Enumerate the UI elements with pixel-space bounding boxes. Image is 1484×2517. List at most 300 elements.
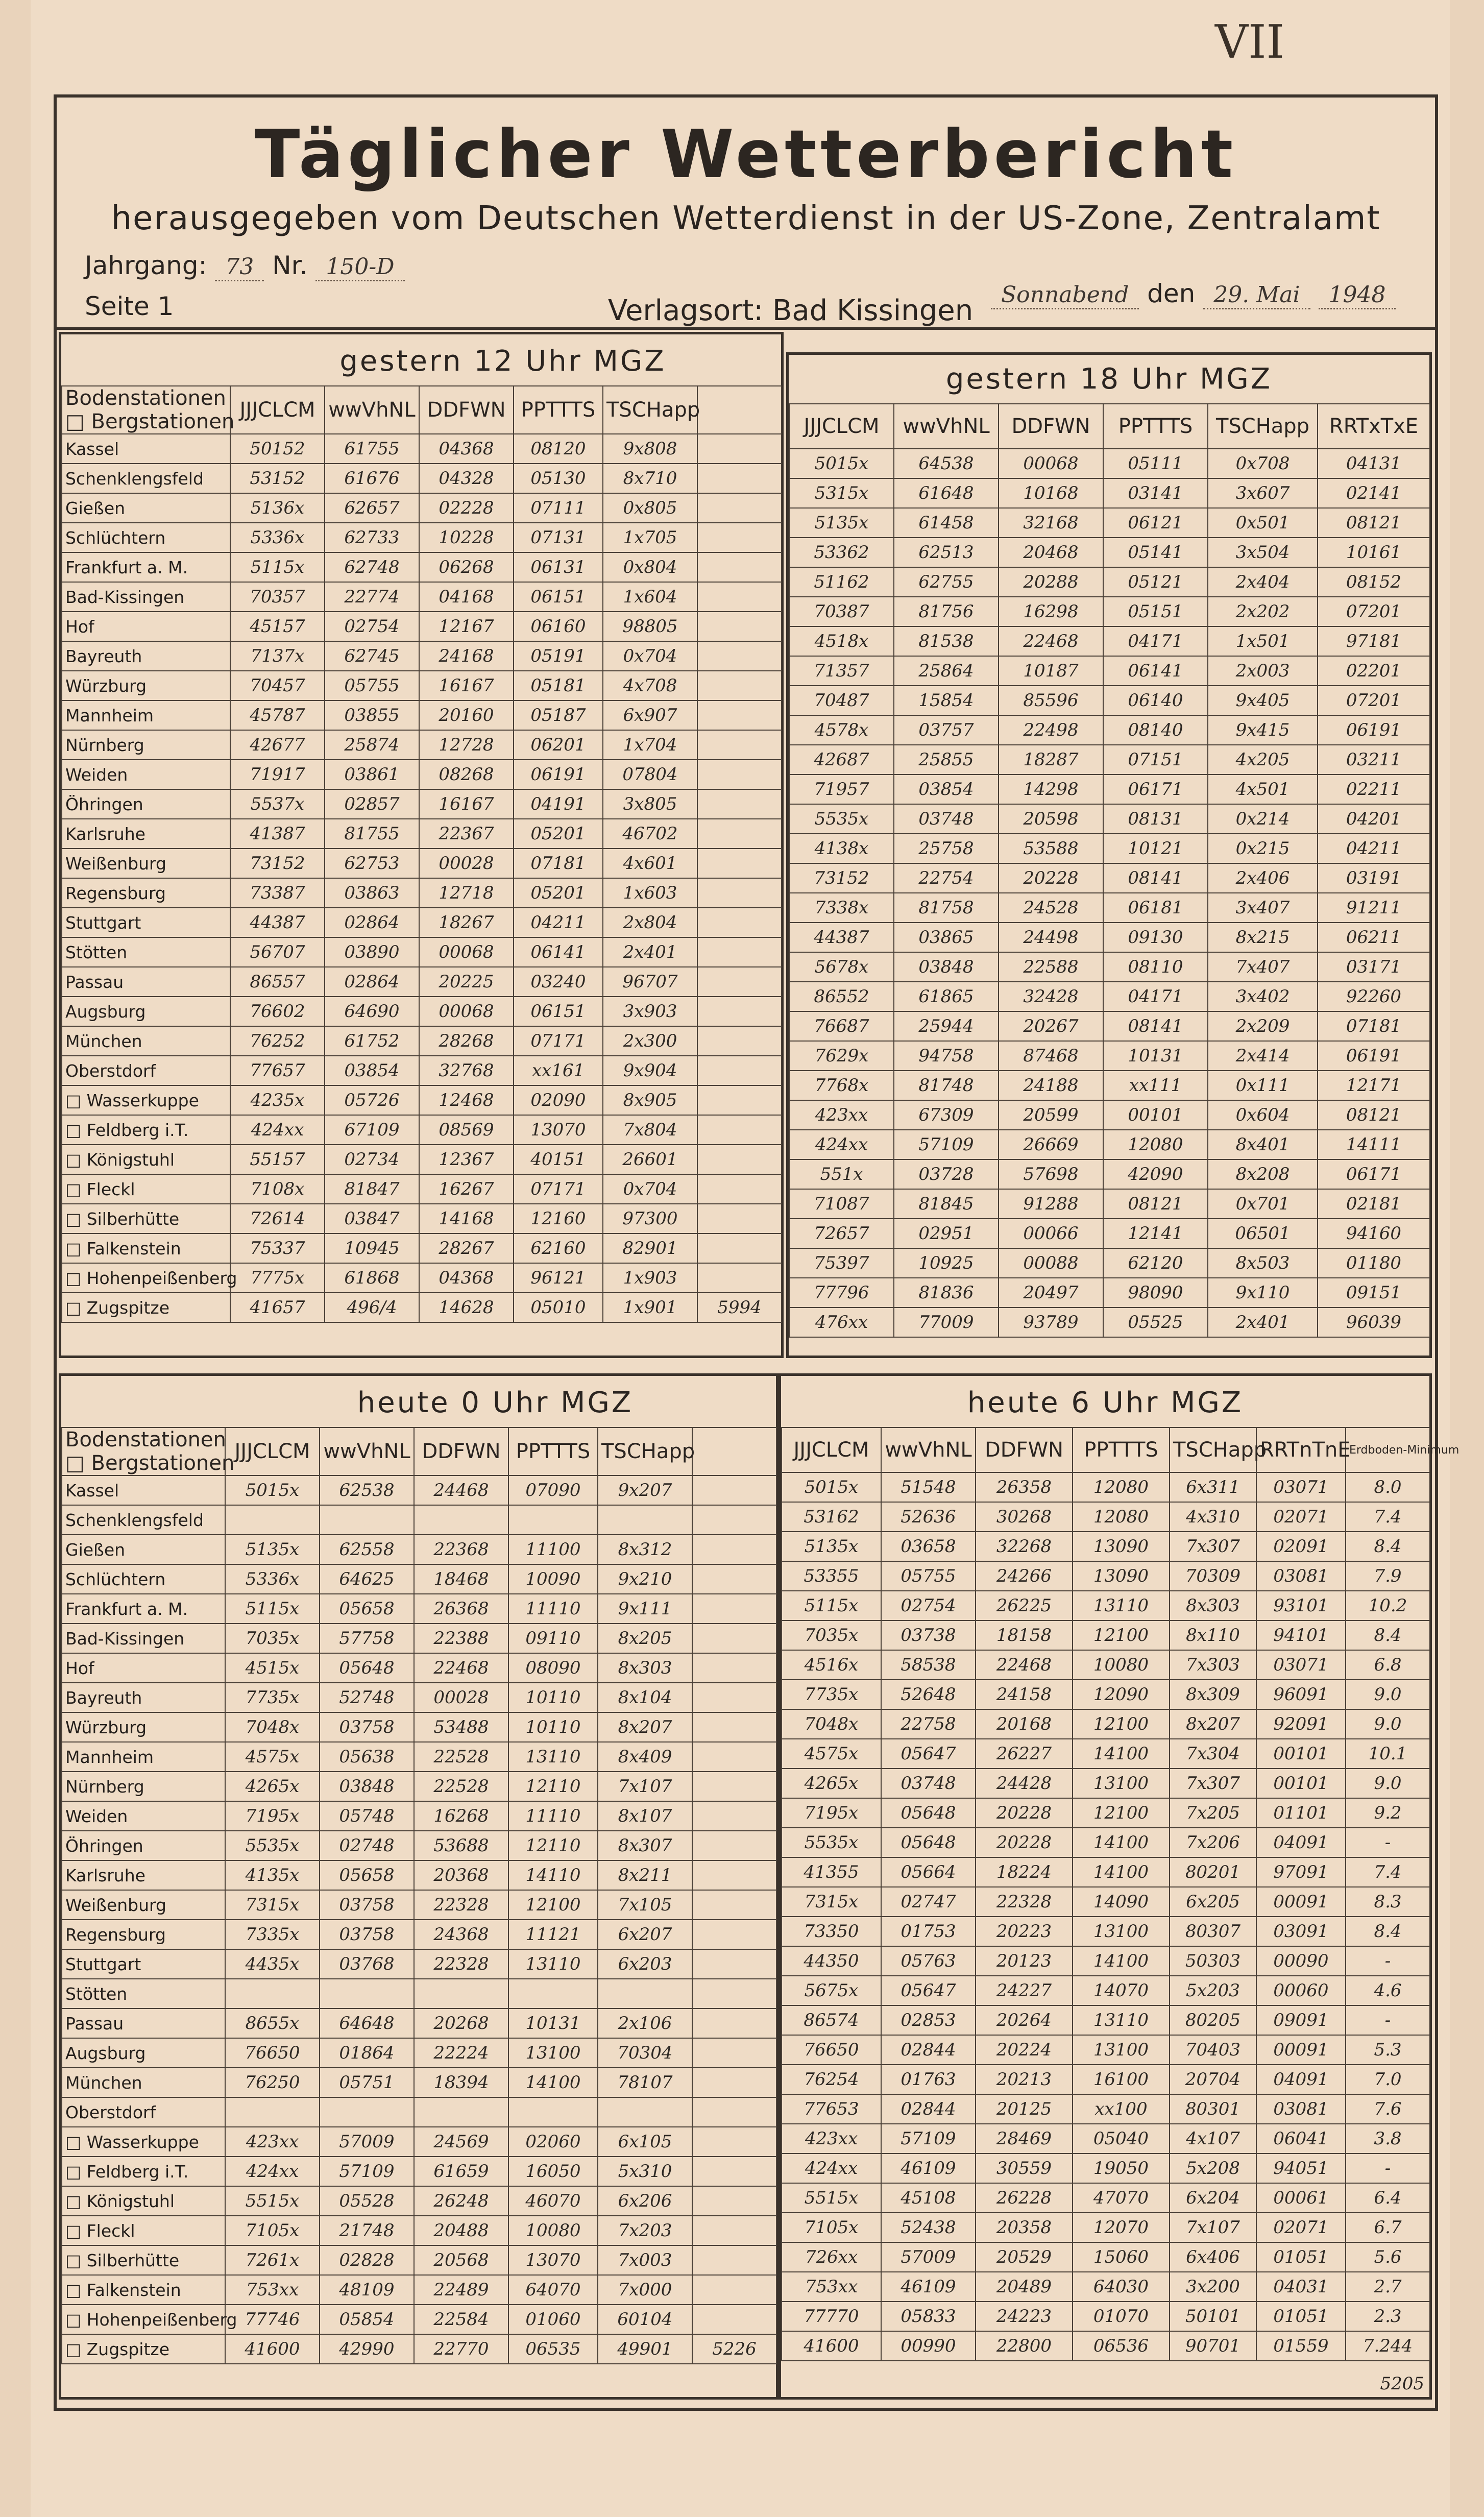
data-cell [697, 582, 782, 612]
data-cell: 00101 [1256, 1739, 1346, 1769]
data-cell: 13100 [1073, 1769, 1170, 1798]
table-row [62, 1979, 776, 2008]
data-cell: 81845 [894, 1189, 999, 1219]
table-row [789, 626, 1430, 656]
table-row [62, 789, 782, 819]
data-cell: 00088 [999, 1248, 1103, 1278]
data-cell: 42677 [230, 730, 325, 760]
data-cell: 22800 [976, 2331, 1073, 2361]
data-cell: 8x401 [1208, 1130, 1318, 1159]
data-cell: xx161 [514, 1056, 603, 1085]
data-cell: 02141 [1318, 478, 1430, 508]
station-name: Stötten [62, 1979, 225, 2008]
data-cell: 77770 [782, 2302, 881, 2331]
data-cell: 41355 [782, 1857, 881, 1887]
data-cell: 46109 [881, 2272, 976, 2302]
data-cell: 04091 [1256, 2065, 1346, 2094]
data-cell: 2x406 [1208, 863, 1318, 893]
data-cell: 423xx [225, 2127, 320, 2157]
column-header: TSCHapp [603, 386, 697, 434]
data-cell [692, 1890, 776, 1920]
data-cell: 8x207 [598, 1712, 692, 1742]
station-name: Mannheim [62, 700, 230, 730]
column-header: DDFWN [999, 404, 1103, 449]
station-name: Schenklengsfeld [62, 1505, 225, 1535]
table-row [62, 1293, 782, 1322]
data-cell: 47070 [1073, 2183, 1170, 2213]
data-cell: 71087 [789, 1189, 894, 1219]
data-cell: 9x808 [603, 434, 697, 464]
station-name: Stötten [62, 937, 230, 967]
data-cell: 13090 [1073, 1561, 1170, 1591]
data-cell: 8x104 [598, 1683, 692, 1712]
column-header: TSCHapp [598, 1427, 692, 1475]
data-cell: 12090 [1073, 1680, 1170, 1709]
data-cell: 05648 [881, 1828, 976, 1857]
header-row [782, 1427, 1430, 1472]
data-cell: 62538 [320, 1475, 414, 1505]
table-row [62, 2186, 776, 2216]
data-cell [697, 493, 782, 523]
data-cell: 10945 [325, 1233, 419, 1263]
table-row [782, 1976, 1430, 2005]
data-cell: 8.0 [1346, 1472, 1430, 1502]
data-cell: 57698 [999, 1159, 1103, 1189]
data-cell: 04091 [1256, 1828, 1346, 1857]
data-cell: 05130 [514, 464, 603, 493]
table-row [62, 908, 782, 937]
data-cell: 03758 [320, 1712, 414, 1742]
data-cell: 03854 [325, 1056, 419, 1085]
data-cell: 26358 [976, 1472, 1073, 1502]
data-cell: 56707 [230, 937, 325, 967]
data-cell: 2x209 [1208, 1011, 1318, 1041]
data-cell: 10090 [508, 1564, 598, 1594]
table-row [782, 2094, 1430, 2124]
data-cell: 24368 [414, 1920, 508, 1949]
data-cell: 12100 [1073, 1620, 1170, 1650]
data-cell: 10187 [999, 656, 1103, 686]
table-yesterday-12 [61, 385, 782, 1323]
data-cell: 7.4 [1346, 1857, 1430, 1887]
data-cell: 0x501 [1208, 508, 1318, 538]
data-cell: 76252 [230, 1026, 325, 1056]
data-cell: 06211 [1318, 923, 1430, 952]
data-cell [697, 997, 782, 1026]
table-row [789, 923, 1430, 952]
data-cell: 07201 [1318, 686, 1430, 715]
data-cell: 25864 [894, 656, 999, 686]
data-cell: 14100 [1073, 1857, 1170, 1887]
data-cell: 20598 [999, 804, 1103, 834]
data-cell: 02060 [508, 2127, 598, 2157]
data-cell: 0x804 [603, 552, 697, 582]
data-cell: 09151 [1318, 1278, 1430, 1308]
table-row [62, 2157, 776, 2186]
data-cell [692, 1535, 776, 1564]
data-cell: 8x307 [598, 1831, 692, 1860]
data-cell: 7.4 [1346, 1502, 1430, 1532]
data-cell: 20264 [976, 2005, 1073, 2035]
data-cell: 4575x [225, 1742, 320, 1772]
data-cell: 02844 [881, 2094, 976, 2124]
data-cell: 5515x [225, 2186, 320, 2216]
data-cell: 753xx [782, 2272, 881, 2302]
data-cell: 9x904 [603, 1056, 697, 1085]
data-cell: 7x303 [1170, 1650, 1256, 1680]
data-cell: 00990 [881, 2331, 976, 2361]
data-cell: 03728 [894, 1159, 999, 1189]
data-cell: 45108 [881, 2183, 976, 2213]
data-cell: 04171 [1103, 982, 1208, 1011]
data-cell: 22774 [325, 582, 419, 612]
data-cell: 7195x [782, 1798, 881, 1828]
data-cell: 4575x [782, 1739, 881, 1769]
data-cell: 10168 [999, 478, 1103, 508]
data-cell: 76650 [225, 2038, 320, 2068]
data-cell [692, 2068, 776, 2097]
jahrgang-label: Jahrgang: [85, 251, 207, 280]
data-cell: 22328 [976, 1887, 1073, 1917]
column-header: DDFWN [976, 1427, 1073, 1472]
data-cell [692, 1831, 776, 1860]
data-cell: 08569 [419, 1115, 514, 1145]
data-cell: 26225 [976, 1591, 1073, 1620]
data-cell: 03758 [320, 1920, 414, 1949]
data-cell: 7137x [230, 641, 325, 671]
data-cell: 75337 [230, 1233, 325, 1263]
data-cell [697, 937, 782, 967]
data-cell: 62733 [325, 523, 419, 552]
table-row [62, 1772, 776, 1801]
data-cell: 11100 [508, 1535, 598, 1564]
data-cell: 45787 [230, 700, 325, 730]
table-row [62, 1920, 776, 1949]
table-row [62, 1712, 776, 1742]
data-cell [508, 2097, 598, 2127]
data-cell: 5136x [230, 493, 325, 523]
data-cell [692, 2008, 776, 2038]
data-cell: 8.4 [1346, 1620, 1430, 1650]
data-cell: 82901 [603, 1233, 697, 1263]
data-cell: 52748 [320, 1683, 414, 1712]
date-line [991, 279, 1396, 308]
data-cell: 19050 [1073, 2153, 1170, 2183]
table-row [782, 1946, 1430, 1976]
data-cell: 2x804 [603, 908, 697, 937]
data-cell: 423xx [782, 2124, 881, 2153]
data-cell [508, 1505, 598, 1535]
data-cell: 00068 [419, 997, 514, 1026]
data-cell: 05854 [320, 2305, 414, 2334]
table-row [62, 2275, 776, 2305]
data-cell: 01051 [1256, 2242, 1346, 2272]
table-row [62, 849, 782, 878]
table-row [789, 745, 1430, 775]
data-cell: 4135x [225, 1860, 320, 1890]
data-cell: 3.8 [1346, 2124, 1430, 2153]
data-cell [692, 1860, 776, 1890]
data-cell: 07804 [603, 760, 697, 789]
data-cell: 20268 [414, 2008, 508, 2038]
table-row [62, 2097, 776, 2127]
data-cell [697, 1174, 782, 1204]
data-cell: 5515x [782, 2183, 881, 2213]
data-cell: 22468 [976, 1650, 1073, 1680]
data-cell: 8x215 [1208, 923, 1318, 952]
data-cell: - [1346, 2153, 1430, 2183]
column-header: JJJCLCM [782, 1427, 881, 1472]
data-cell [225, 1979, 320, 2008]
station-name: Passau [62, 2008, 225, 2038]
data-cell: 70357 [230, 582, 325, 612]
data-cell [692, 1475, 776, 1505]
data-cell: 6x406 [1170, 2242, 1256, 2272]
data-cell: 7035x [225, 1624, 320, 1653]
data-cell: 5315x [789, 478, 894, 508]
table-row [62, 2127, 776, 2157]
data-cell: 80301 [1170, 2094, 1256, 2124]
issue-line [85, 251, 405, 280]
data-cell: 7735x [225, 1683, 320, 1712]
data-cell: 2x401 [1208, 1308, 1318, 1337]
station-name: □ Zugspitze [62, 1293, 230, 1322]
data-cell [697, 434, 782, 464]
footer-value: 5205 [1380, 2374, 1424, 2394]
table-row [789, 1189, 1430, 1219]
data-cell: 80201 [1170, 1857, 1256, 1887]
data-cell: 55157 [230, 1145, 325, 1174]
table-row [62, 493, 782, 523]
data-cell: 03865 [894, 923, 999, 952]
data-cell: 05187 [514, 700, 603, 730]
data-cell: 9.0 [1346, 1769, 1430, 1798]
publication-place: Verlagsort: Bad Kissingen [608, 294, 974, 327]
table-row [789, 863, 1430, 893]
station-name: □ Zugspitze [62, 2334, 225, 2364]
table-row [62, 700, 782, 730]
table-row [62, 1535, 776, 1564]
data-cell: 05638 [320, 1742, 414, 1772]
data-cell: 7338x [789, 893, 894, 923]
data-cell: 6x105 [598, 2127, 692, 2157]
data-cell [598, 1979, 692, 2008]
data-cell [598, 2097, 692, 2127]
data-cell [320, 2097, 414, 2127]
data-cell: 14168 [419, 1204, 514, 1233]
data-cell: 02828 [320, 2245, 414, 2275]
data-cell: 13070 [508, 2245, 598, 2275]
table-row [789, 1130, 1430, 1159]
data-cell: 13110 [1073, 2005, 1170, 2035]
data-cell: 08152 [1318, 567, 1430, 597]
data-cell: 12367 [419, 1145, 514, 1174]
nr-label: Nr. [272, 251, 308, 280]
data-cell: 24528 [999, 893, 1103, 923]
data-cell: 12468 [419, 1085, 514, 1115]
data-cell: 06151 [514, 582, 603, 612]
data-cell: 71957 [789, 775, 894, 804]
data-cell: 62657 [325, 493, 419, 523]
station-name: Öhringen [62, 1831, 225, 1860]
data-cell: 08140 [1103, 715, 1208, 745]
table-row [789, 952, 1430, 982]
mountain-stations-label: □ Bergstationen [65, 1451, 235, 1475]
header-row [62, 386, 782, 434]
nr-value: 150-D [315, 254, 404, 281]
station-name: Öhringen [62, 789, 230, 819]
data-cell: 7261x [225, 2245, 320, 2275]
column-header: RRTxTxE [1318, 404, 1430, 449]
data-cell: 96121 [514, 1263, 603, 1293]
data-cell: 20704 [1170, 2065, 1256, 2094]
data-cell: 04031 [1256, 2272, 1346, 2302]
station-name: Nürnberg [62, 730, 230, 760]
data-cell: 8x312 [598, 1535, 692, 1564]
data-cell [697, 612, 782, 641]
data-cell [692, 1979, 776, 2008]
data-cell [697, 967, 782, 997]
data-cell: 6x907 [603, 700, 697, 730]
data-cell: 02754 [325, 612, 419, 641]
data-cell: 5675x [782, 1976, 881, 2005]
data-cell: 70487 [789, 686, 894, 715]
data-cell: 05755 [881, 1561, 976, 1591]
table-row [782, 1887, 1430, 1917]
data-cell: 53152 [230, 464, 325, 493]
data-cell: 20288 [999, 567, 1103, 597]
data-cell: 03863 [325, 878, 419, 908]
data-cell: 01180 [1318, 1248, 1430, 1278]
data-cell: 4515x [225, 1653, 320, 1683]
table-row [62, 730, 782, 760]
data-cell: 53162 [782, 1502, 881, 1532]
panel-yesterday-18 [786, 352, 1432, 1358]
data-cell: 01051 [1256, 2302, 1346, 2331]
data-cell: 80307 [1170, 1917, 1256, 1946]
data-cell: 02844 [881, 2035, 976, 2065]
data-cell: 8x208 [1208, 1159, 1318, 1189]
data-cell: 78107 [598, 2068, 692, 2097]
data-cell [414, 1505, 508, 1535]
data-cell: 12100 [1073, 1798, 1170, 1828]
data-cell: 01864 [320, 2038, 414, 2068]
data-cell: 26368 [414, 1594, 508, 1624]
data-cell: 424xx [789, 1130, 894, 1159]
data-cell: 551x [789, 1159, 894, 1189]
data-cell: 5.3 [1346, 2035, 1430, 2065]
data-cell [697, 671, 782, 700]
data-cell: 02857 [325, 789, 419, 819]
data-cell: 03848 [320, 1772, 414, 1801]
data-cell [692, 1624, 776, 1653]
data-cell: 49901 [598, 2334, 692, 2364]
data-cell [697, 730, 782, 760]
data-cell: 30268 [976, 1502, 1073, 1532]
data-cell: 5.6 [1346, 2242, 1430, 2272]
station-name: Frankfurt a. M. [62, 1594, 225, 1624]
data-cell: 9x210 [598, 1564, 692, 1594]
station-name: München [62, 1026, 230, 1056]
data-cell: 7035x [782, 1620, 881, 1650]
table-row [62, 1653, 776, 1683]
table-row [62, 2008, 776, 2038]
data-cell: 22528 [414, 1742, 508, 1772]
table-row [62, 1475, 776, 1505]
data-cell: 14100 [1073, 1828, 1170, 1857]
data-cell: 1x604 [603, 582, 697, 612]
data-cell: 4x107 [1170, 2124, 1256, 2153]
data-cell: 64030 [1073, 2272, 1170, 2302]
column-header: TSCHapp [1208, 404, 1318, 449]
data-cell: 22368 [414, 1535, 508, 1564]
page-title: Täglicher Wetterbericht [254, 115, 1237, 193]
data-cell: 00090 [1256, 1946, 1346, 1976]
data-cell: 13110 [1073, 1591, 1170, 1620]
data-cell: 5135x [789, 508, 894, 538]
data-cell: 03861 [325, 760, 419, 789]
data-cell: 20488 [414, 2216, 508, 2245]
data-cell: 14090 [1073, 1887, 1170, 1917]
data-cell: 20599 [999, 1100, 1103, 1130]
data-cell: 06535 [508, 2334, 598, 2364]
archive-mark: VII [1215, 15, 1285, 69]
station-name: Oberstdorf [62, 2097, 225, 2127]
data-cell: 02211 [1318, 775, 1430, 804]
data-cell: 8x303 [598, 1653, 692, 1683]
table-row [62, 1949, 776, 1979]
table-row [782, 2272, 1430, 2302]
data-cell: 4435x [225, 1949, 320, 1979]
data-cell: 22754 [894, 863, 999, 893]
data-cell: 03748 [881, 1769, 976, 1798]
data-cell: 05010 [514, 1293, 603, 1322]
data-cell: 01101 [1256, 1798, 1346, 1828]
data-cell [697, 878, 782, 908]
table-row [789, 1219, 1430, 1248]
station-name: Augsburg [62, 997, 230, 1026]
data-cell: 22584 [414, 2305, 508, 2334]
data-cell: 3x402 [1208, 982, 1318, 1011]
data-cell: 6x206 [598, 2186, 692, 2216]
panel-title: gestern 18 Uhr MGZ [945, 362, 1273, 396]
data-cell [692, 2038, 776, 2068]
data-cell: 14070 [1073, 1976, 1170, 2005]
data-cell: 6x203 [598, 1949, 692, 1979]
panel-title: gestern 12 Uhr MGZ [339, 345, 666, 378]
data-cell [692, 1505, 776, 1535]
data-cell [697, 789, 782, 819]
data-cell: 70387 [789, 597, 894, 626]
data-cell: 10121 [1103, 834, 1208, 863]
data-cell: 81755 [325, 819, 419, 849]
data-cell: 42687 [789, 745, 894, 775]
data-cell: 51548 [881, 1472, 976, 1502]
table-row [62, 464, 782, 493]
data-cell: 15854 [894, 686, 999, 715]
data-cell: 13100 [508, 2038, 598, 2068]
data-cell: 67309 [894, 1100, 999, 1130]
data-cell: 76250 [225, 2068, 320, 2097]
data-cell: 61458 [894, 508, 999, 538]
table-row [62, 1683, 776, 1712]
data-cell: 0x704 [603, 1174, 697, 1204]
data-cell: 10110 [508, 1712, 598, 1742]
station-name: Karlsruhe [62, 1860, 225, 1890]
data-cell: 32168 [999, 508, 1103, 538]
data-cell: 06171 [1318, 1159, 1430, 1189]
data-cell: 8x110 [1170, 1620, 1256, 1650]
